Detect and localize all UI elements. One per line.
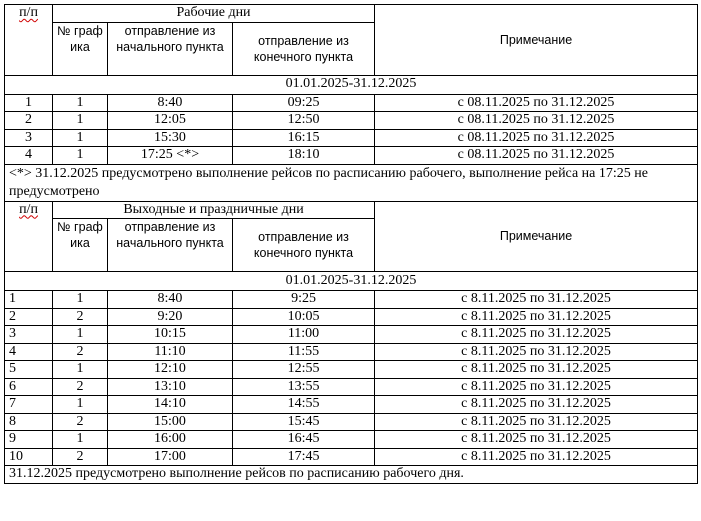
row-number: 8 xyxy=(5,413,53,431)
row-schedule: 2 xyxy=(53,413,108,431)
row-depart-start: 12:05 xyxy=(108,112,233,130)
table-row xyxy=(5,129,698,147)
row-depart-end: 18:10 xyxy=(233,147,375,165)
t1-col-schedule-header: № граф ика xyxy=(53,22,108,75)
t1-col-note-header: Примечание xyxy=(375,5,698,76)
row-schedule: 1 xyxy=(53,431,108,449)
t1-col-depart-end-header: отправление из конечного пункта xyxy=(233,22,375,75)
t1-col-depart-start-header: отправление из начального пункта xyxy=(108,22,233,75)
table-row xyxy=(5,147,698,165)
t1-period: 01.01.2025-31.12.2025 xyxy=(5,75,698,94)
row-note: с 08.11.2025 по 31.12.2025 xyxy=(375,129,698,147)
t2-col-note-header: Примечание xyxy=(375,201,698,272)
row-depart-end: 17:45 xyxy=(233,448,375,466)
row-depart-end: 16:15 xyxy=(233,129,375,147)
row-depart-end: 14:55 xyxy=(233,396,375,414)
row-depart-end: 13:55 xyxy=(233,378,375,396)
row-number: 1 xyxy=(5,291,53,309)
row-depart-start: 17:25 <*> xyxy=(108,147,233,165)
t2-footnote: 31.12.2025 предусмотрено выполнение рейсов по расписанию рабочего дня. xyxy=(5,466,698,484)
t2-header-row xyxy=(5,201,698,219)
row-note: с 08.11.2025 по 31.12.2025 xyxy=(375,112,698,130)
row-schedule: 1 xyxy=(53,147,108,165)
t2-group-title: Выходные и праздничные дни xyxy=(53,201,375,219)
table-row xyxy=(5,326,698,344)
row-number: 9 xyxy=(5,431,53,449)
row-note: с 08.11.2025 по 31.12.2025 xyxy=(375,94,698,112)
row-depart-end: 09:25 xyxy=(233,94,375,112)
t1-footnote: <*> 31.12.2025 предусмотрено выполнение рейсов по расписанию рабочего, выполнение рейса на 17:25 не предусмотрено xyxy=(5,164,698,201)
table-row xyxy=(5,396,698,414)
row-note: с 8.11.2025 по 31.12.2025 xyxy=(375,291,698,309)
row-note: с 8.11.2025 по 31.12.2025 xyxy=(375,431,698,449)
row-schedule: 2 xyxy=(53,343,108,361)
t1-footnote-row xyxy=(5,164,698,201)
schedule-table xyxy=(4,4,698,484)
row-note: с 8.11.2025 по 31.12.2025 xyxy=(375,413,698,431)
row-note: с 8.11.2025 по 31.12.2025 xyxy=(375,396,698,414)
table-row xyxy=(5,291,698,309)
row-schedule: 1 xyxy=(53,291,108,309)
row-depart-end: 11:00 xyxy=(233,326,375,344)
t1-header-row xyxy=(5,5,698,23)
row-number: 7 xyxy=(5,396,53,414)
t2-col-depart-start-header: отправление из начального пункта xyxy=(108,219,233,272)
row-note: с 8.11.2025 по 31.12.2025 xyxy=(375,361,698,379)
row-depart-end: 10:05 xyxy=(233,308,375,326)
row-note: с 08.11.2025 по 31.12.2025 xyxy=(375,147,698,165)
row-depart-start: 16:00 xyxy=(108,431,233,449)
t2-col-schedule-header: № граф ика xyxy=(53,219,108,272)
row-number: 10 xyxy=(5,448,53,466)
t2-period-row xyxy=(5,272,698,291)
row-number: 6 xyxy=(5,378,53,396)
row-depart-start: 14:10 xyxy=(108,396,233,414)
t1-group-title: Рабочие дни xyxy=(53,5,375,23)
row-depart-end: 15:45 xyxy=(233,413,375,431)
row-schedule: 1 xyxy=(53,129,108,147)
row-schedule: 1 xyxy=(53,326,108,344)
t2-col-depart-end-header: отправление из конечного пункта xyxy=(233,219,375,272)
row-number: 4 xyxy=(5,147,53,165)
row-depart-end: 11:55 xyxy=(233,343,375,361)
table-row xyxy=(5,308,698,326)
row-number: 3 xyxy=(5,129,53,147)
t1-period-row xyxy=(5,75,698,94)
row-note: с 8.11.2025 по 31.12.2025 xyxy=(375,308,698,326)
row-depart-start: 15:30 xyxy=(108,129,233,147)
table-row xyxy=(5,413,698,431)
row-depart-start: 13:10 xyxy=(108,378,233,396)
row-number: 2 xyxy=(5,112,53,130)
table-row xyxy=(5,361,698,379)
t2-period: 01.01.2025-31.12.2025 xyxy=(5,272,698,291)
t1-col-num-header: п/п xyxy=(5,5,53,76)
table-row xyxy=(5,448,698,466)
t2-footnote-row xyxy=(5,466,698,484)
row-note: с 8.11.2025 по 31.12.2025 xyxy=(375,326,698,344)
row-schedule: 1 xyxy=(53,396,108,414)
t2-col-num-header: п/п xyxy=(5,201,53,272)
row-schedule: 1 xyxy=(53,94,108,112)
row-note: с 8.11.2025 по 31.12.2025 xyxy=(375,343,698,361)
row-number: 3 xyxy=(5,326,53,344)
row-depart-end: 9:25 xyxy=(233,291,375,309)
row-depart-end: 16:45 xyxy=(233,431,375,449)
table-row xyxy=(5,343,698,361)
row-depart-start: 10:15 xyxy=(108,326,233,344)
row-depart-start: 11:10 xyxy=(108,343,233,361)
row-number: 5 xyxy=(5,361,53,379)
row-depart-start: 12:10 xyxy=(108,361,233,379)
table-row xyxy=(5,94,698,112)
row-schedule: 2 xyxy=(53,378,108,396)
table-row xyxy=(5,431,698,449)
row-number: 2 xyxy=(5,308,53,326)
table-row xyxy=(5,112,698,130)
row-note: с 8.11.2025 по 31.12.2025 xyxy=(375,378,698,396)
row-depart-start: 15:00 xyxy=(108,413,233,431)
row-depart-start: 9:20 xyxy=(108,308,233,326)
row-depart-start: 17:00 xyxy=(108,448,233,466)
row-schedule: 2 xyxy=(53,448,108,466)
row-depart-end: 12:50 xyxy=(233,112,375,130)
row-depart-start: 8:40 xyxy=(108,94,233,112)
row-schedule: 1 xyxy=(53,361,108,379)
row-schedule: 1 xyxy=(53,112,108,130)
row-number: 4 xyxy=(5,343,53,361)
table-row xyxy=(5,378,698,396)
row-schedule: 2 xyxy=(53,308,108,326)
row-note: с 8.11.2025 по 31.12.2025 xyxy=(375,448,698,466)
row-number: 1 xyxy=(5,94,53,112)
row-depart-end: 12:55 xyxy=(233,361,375,379)
row-depart-start: 8:40 xyxy=(108,291,233,309)
